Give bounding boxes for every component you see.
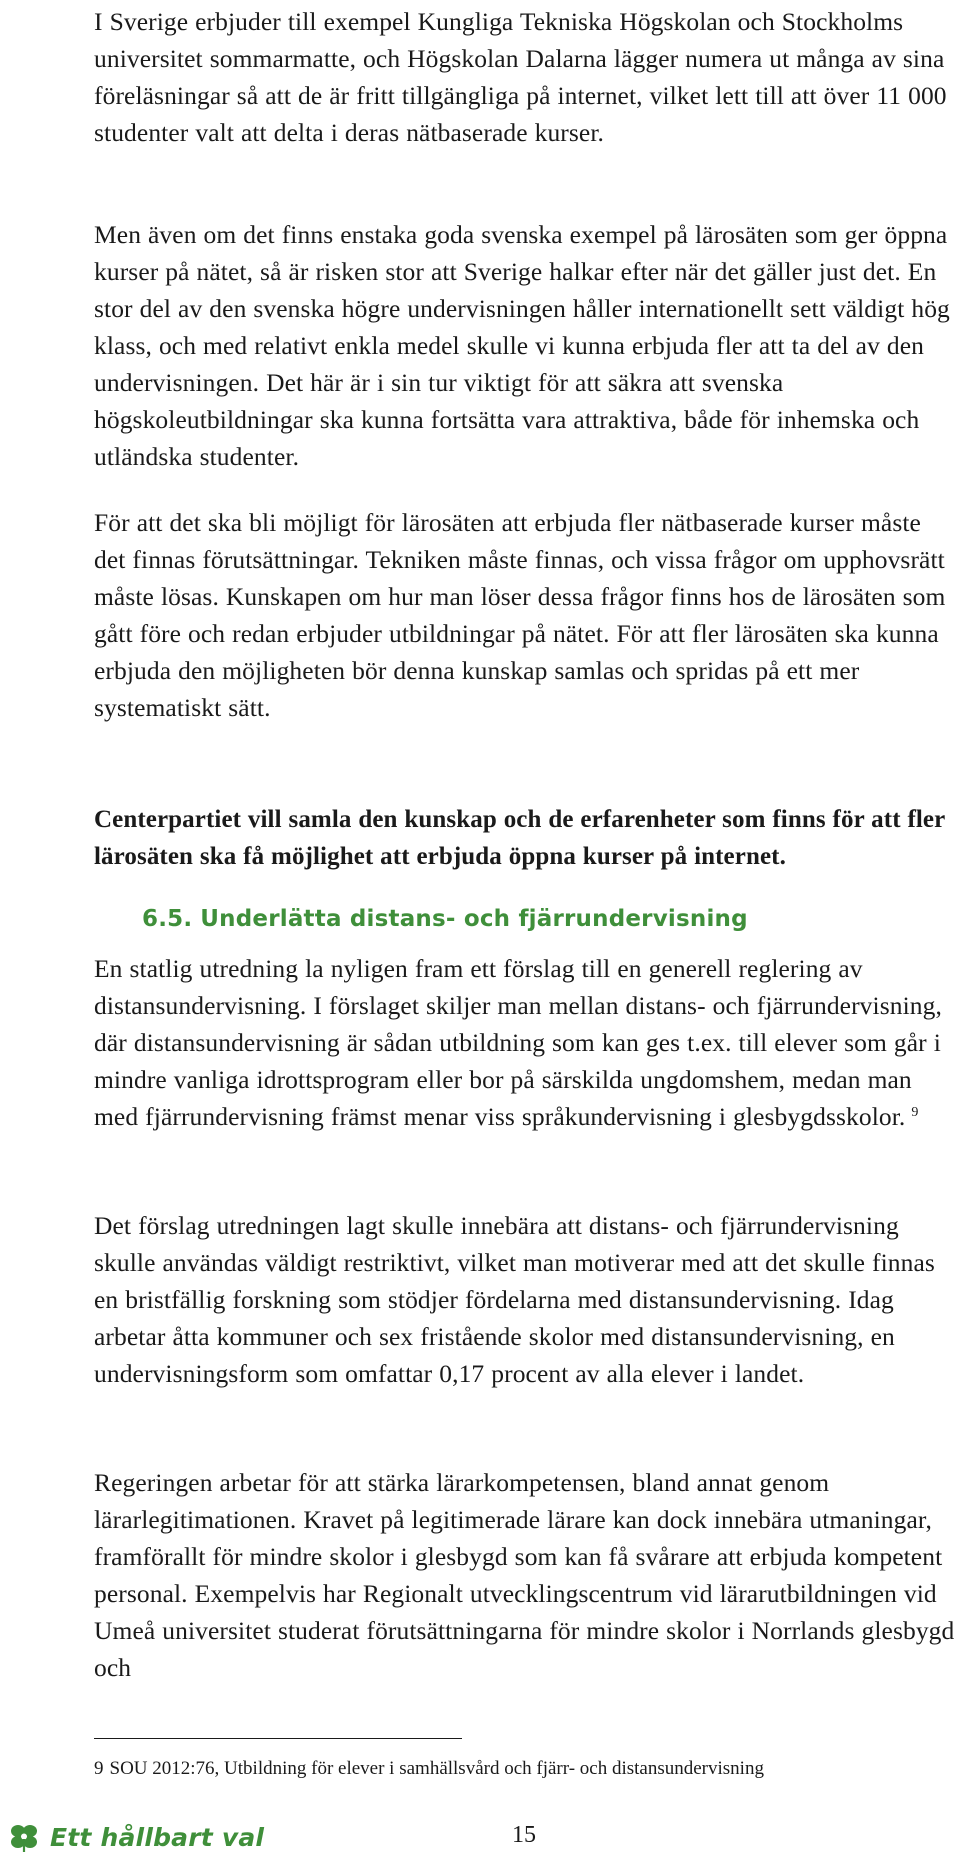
section-heading [142, 906, 748, 932]
body-paragraph-5: Det förslag utredningen lagt skulle innebära att distans- och fjärrundervisning skulle användas väldigt restriktivt, vilket man motiverar med att det skulle finnas en bristfällig forskning som stödjer fördelarna med distansundervisning. Idag arbetar åtta kommuner och sex fristående skolor med distansundervisning, en undervisningsform som omfattar 0,17 procent av alla elever i landet. [94, 1211, 935, 1388]
section-number: 6.5. [142, 906, 193, 932]
policy-statement: Centerpartiet vill samla den kunskap och de erfarenheter som finns för att fler lärosäten ska få möjlighet att erbjuda öppna kurser på internet. [94, 806, 945, 870]
footnote-divider [94, 1738, 462, 1739]
body-paragraph-4 [94, 950, 956, 1135]
footnote-reference[interactable]: 9 [911, 1104, 919, 1120]
four-leaf-clover-icon [4, 1823, 44, 1853]
footnote-number: 9 [94, 1758, 104, 1779]
page-number: 15 [512, 1822, 536, 1848]
footnote [94, 1756, 764, 1782]
footnote-text: SOU 2012:76, Utbildning för elever i samhällsvård och fjärr- och distansundervisning [109, 1758, 764, 1779]
body-paragraph-4-text: En statlig utredning la nyligen fram ett förslag till en generell reglering av distansundervisning. I förslaget skiljer man mellan distans- och fjärrundervisning, där distansundervisning är sådan utbildning som kan ges t.ex. till elever som går i mindre vanliga idrottsprogram eller bor på särskilda ungdomshem, medan man med fjärrundervisning främst menar viss språkundervisning i glesbygdsskolor. [94, 954, 942, 1131]
logo-text: Ett hållbart val [50, 1823, 265, 1852]
party-logo [4, 1823, 264, 1853]
body-paragraph-6: Regeringen arbetar för att stärka lärarkompetensen, bland annat genom lärarlegitimationen. Kravet på legitimerade lärare kan dock innebära utmaningar, framförallt för mindre skolor i glesbygd som kan få svårare att erbjuda kompetent personal. Exempelvis har Regionalt utvecklingscentrum vid lärarutbildningen vid Umeå universitet studerat förutsättningarna för mindre skolor i Norrlands glesbygd och [94, 1468, 955, 1682]
section-title: Underlätta distans- och fjärrundervisning [200, 906, 748, 932]
body-paragraph-2: Men även om det finns enstaka goda svenska exempel på lärosäten som ger öppna kurser på nätet, så är risken stor att Sverige halkar efter när det gäller just det. En stor del av den svenska högre undervisningen håller internationellt sett väldigt hög klass, och med relativt enkla medel skulle vi kunna erbjuda fler att ta del av den undervisningen. Det här är i sin tur viktigt för att säkra att svenska högskoleutbildningar ska kunna fortsätta vara attraktiva, både för inhemska och utländska studenter. [94, 220, 950, 471]
body-paragraph-1: I Sverige erbjuder till exempel Kungliga Tekniska Högskolan och Stockholms universitet sommarmatte, och Högskolan Dalarna lägger numera ut många av sina föreläsningar så att de är fritt tillgängliga på internet, vilket lett till att över 11 000 studenter valt att delta i deras nätbaserade kurser. [94, 7, 947, 147]
body-paragraph-3: För att det ska bli möjligt för lärosäten att erbjuda fler nätbaserade kurser måste det finnas förutsättningar. Tekniken måste finnas, och vissa frågor om upphovsrätt måste lösas. Kunskapen om hur man löser dessa frågor finns hos de lärosäten som gått före och redan erbjuder utbildningar på nätet. För att fler lärosäten ska kunna erbjuda den möjligheten bör denna kunskap samlas och spridas på ett mer systematiskt sätt. [94, 508, 946, 722]
